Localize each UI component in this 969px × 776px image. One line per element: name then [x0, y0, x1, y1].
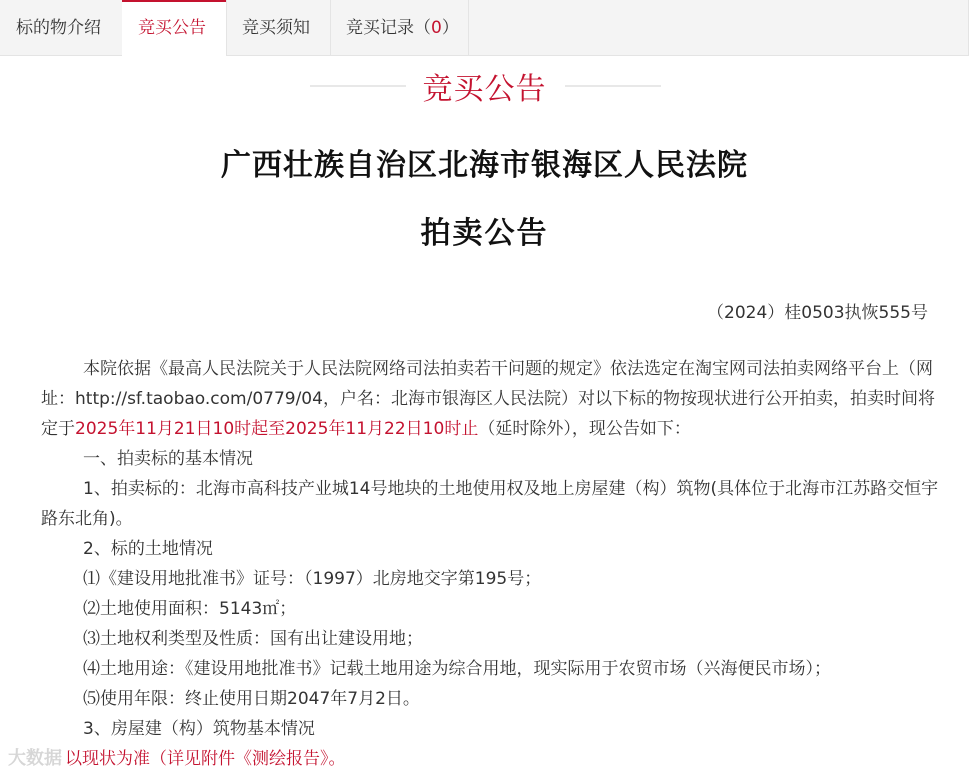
tab-divider — [468, 0, 469, 56]
buildings-note: 以现状为准（详见附件《测绘报告》。 — [65, 749, 346, 769]
court-name: 广西壮族自治区北海市银海区人民法院 — [221, 148, 748, 183]
intro-text-end: （延时除外），现公告如下： — [478, 419, 691, 439]
tab-label-suffix: ） — [441, 18, 459, 38]
tab-item-intro[interactable] — [0, 0, 122, 56]
intro-text: 本院依据《最高人民法院关于人民法院网络司法拍卖若干问题的规定》依法选定在淘宝网司法拍卖网络平台上（网址：http://sf.taobao.com/0779/04，户名：北海市银海区人民法院）对以下标的物按现状进行公开拍卖，拍卖时间将定于 — [41, 359, 935, 439]
bid-count-badge: 0 — [431, 18, 442, 38]
announcement-body — [41, 354, 941, 774]
tab-label: 竞买记录（ — [346, 18, 431, 38]
section-heading: 一、拍卖标的基本情况 — [83, 449, 253, 469]
tab-bar — [0, 0, 969, 56]
tab-notice[interactable] — [226, 0, 330, 56]
tab-bid-records[interactable] — [330, 0, 468, 56]
land-rights-type: ⑶土地权利类型及性质：国有出让建设用地； — [83, 629, 423, 649]
section-header — [0, 60, 969, 110]
tab-label: 竞买须知 — [242, 18, 310, 38]
item-land-info: 2、标的土地情况 — [83, 539, 213, 559]
item-buildings: 3、房屋建（构）筑物基本情况 — [83, 719, 315, 739]
land-use: ⑷土地用途：《建设用地批准书》记载土地用途为综合用地，现实际用于农贸市场（兴海便民市场）； — [83, 659, 831, 679]
tab-label: 标的物介绍 — [16, 18, 101, 38]
tab-label: 竞买公告 — [138, 18, 206, 38]
document-title: 拍卖公告 — [420, 216, 549, 251]
auction-time: 2025年11月21日10时起至2025年11月22日10时止 — [75, 419, 479, 439]
land-area: ⑵土地使用面积：5143㎡； — [83, 599, 297, 619]
land-certificate: ⑴《建设用地批准书》证号：（1997）北房地交字第195号； — [83, 569, 542, 589]
item-subject: 1、拍卖标的：北海市高科技产业城14号地块的土地使用权及地上房屋建（构）筑物(具体位于北海市江苏路交恒宇路东北角)。 — [41, 479, 939, 529]
case-number: （2024）桂0503执恢555号 — [707, 303, 928, 323]
section-title: 竞买公告 — [422, 72, 547, 107]
watermark-logo: 大数据 — [8, 748, 62, 769]
land-term: ⑸使用年限：终止使用日期2047年7月2日。 — [83, 689, 420, 709]
intro-paragraph — [41, 354, 941, 444]
tab-announcement[interactable] — [122, 0, 226, 57]
